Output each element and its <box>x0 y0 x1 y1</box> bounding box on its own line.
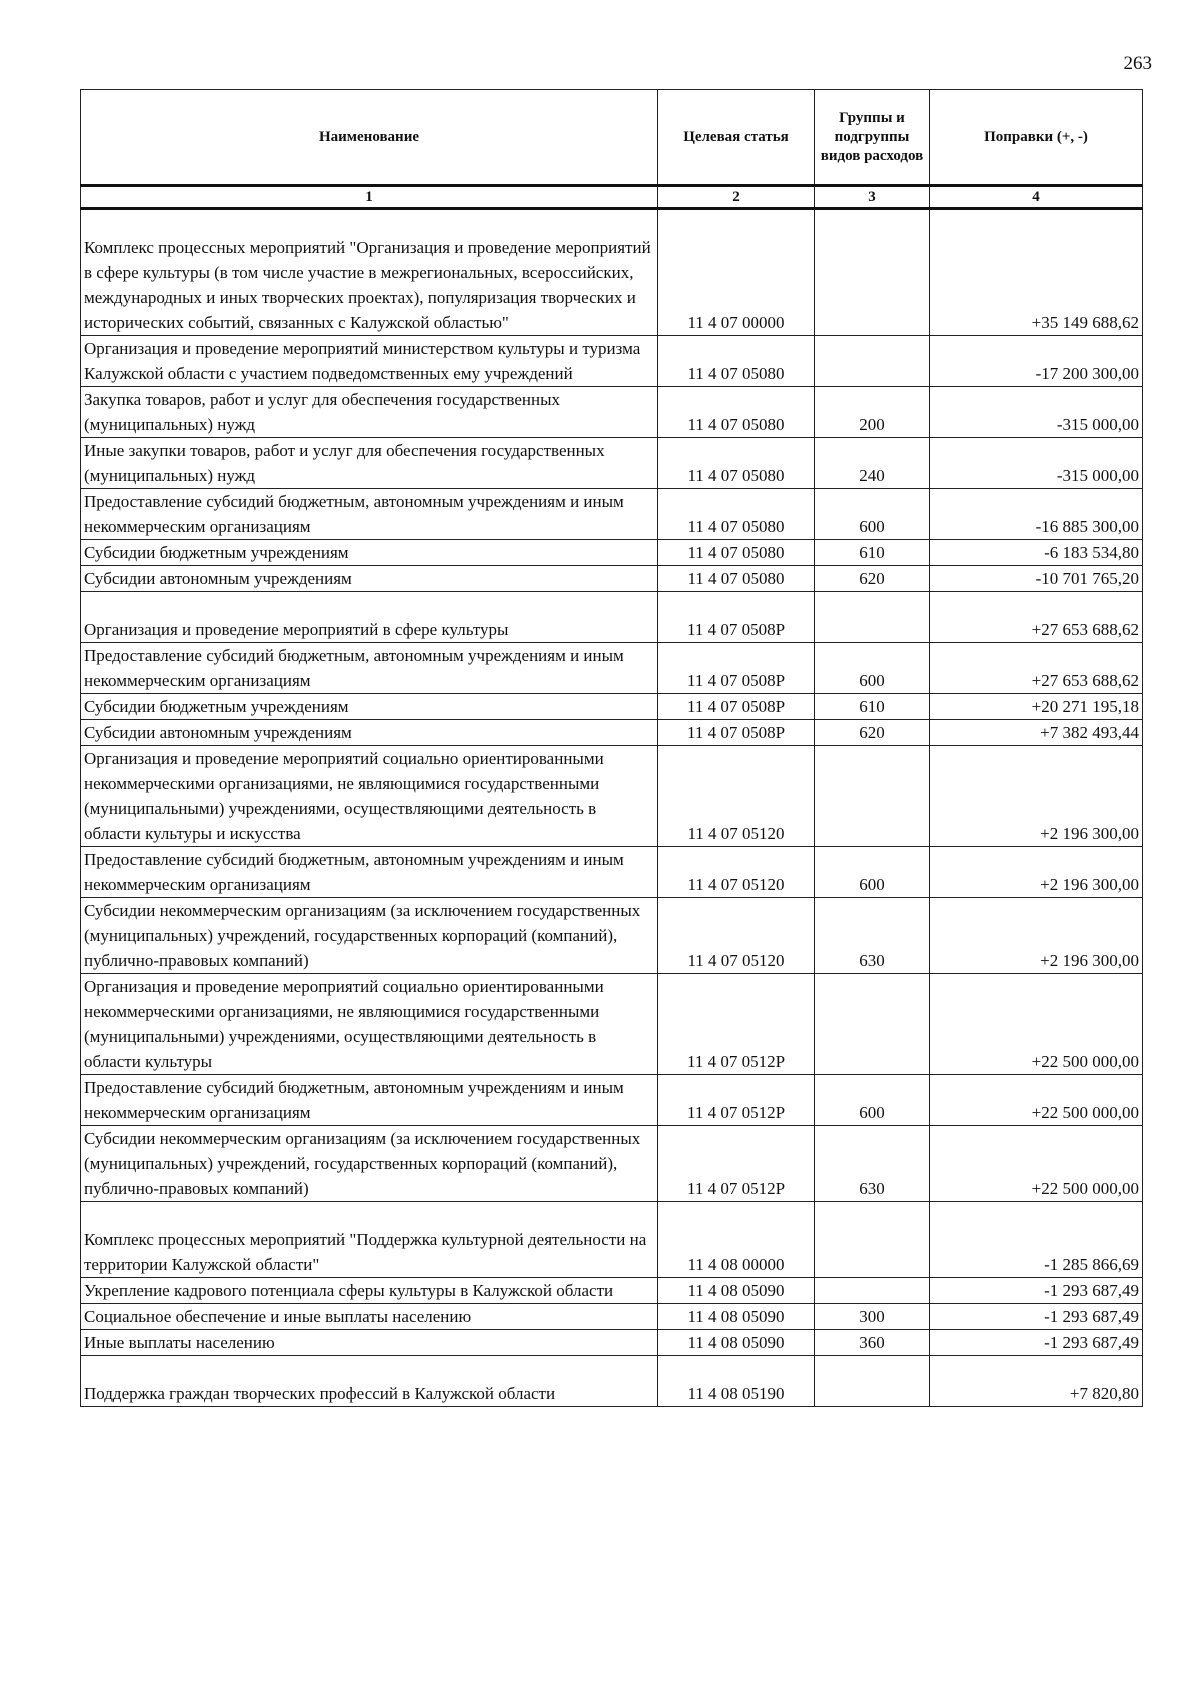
row-target-article: 11 4 07 05120 <box>658 898 815 974</box>
row-expense-group: 610 <box>815 694 930 720</box>
row-expense-group <box>815 209 930 336</box>
row-name: Закупка товаров, работ и услуг для обеспечения государственных (муниципальных) нужд <box>81 387 658 438</box>
row-expense-group <box>815 592 930 643</box>
row-name: Организация и проведение мероприятий министерством культуры и туризма Калужской области с участием подведомственных ему учреждений <box>81 336 658 387</box>
row-target-article: 11 4 07 0512Р <box>658 974 815 1075</box>
page-number: 263 <box>1123 53 1152 74</box>
row-name: Субсидии бюджетным учреждениям <box>81 694 658 720</box>
row-expense-group: 600 <box>815 847 930 898</box>
table-row <box>81 746 1143 847</box>
table-row <box>81 540 1143 566</box>
row-amendment: -315 000,00 <box>930 438 1143 489</box>
row-amendment: -1 285 866,69 <box>930 1202 1143 1278</box>
row-name: Предоставление субсидий бюджетным, автономным учреждениям и иным некоммерческим организациям <box>81 489 658 540</box>
row-name: Предоставление субсидий бюджетным, автономным учреждениям и иным некоммерческим организациям <box>81 1075 658 1126</box>
row-expense-group: 630 <box>815 898 930 974</box>
row-target-article: 11 4 07 05080 <box>658 540 815 566</box>
table-row <box>81 1304 1143 1330</box>
row-expense-group <box>815 1202 930 1278</box>
row-expense-group: 240 <box>815 438 930 489</box>
row-expense-group: 300 <box>815 1304 930 1330</box>
table-row <box>81 1126 1143 1202</box>
table-row <box>81 438 1143 489</box>
row-target-article: 11 4 07 0512Р <box>658 1126 815 1202</box>
column-number-row <box>81 186 1143 209</box>
column-number-1: 1 <box>81 186 658 209</box>
row-expense-group: 200 <box>815 387 930 438</box>
table-row <box>81 643 1143 694</box>
row-name: Социальное обеспечение и иные выплаты населению <box>81 1304 658 1330</box>
row-name: Субсидии некоммерческим организациям (за исключением государственных (муниципальных) учреждений, государственных корпораций (компаний), публично-правовых компаний) <box>81 898 658 974</box>
row-amendment: +27 653 688,62 <box>930 592 1143 643</box>
row-target-article: 11 4 07 05080 <box>658 336 815 387</box>
row-amendment: +2 196 300,00 <box>930 746 1143 847</box>
row-amendment: -16 885 300,00 <box>930 489 1143 540</box>
row-name: Предоставление субсидий бюджетным, автономным учреждениям и иным некоммерческим организациям <box>81 643 658 694</box>
row-expense-group: 610 <box>815 540 930 566</box>
row-amendment: -6 183 534,80 <box>930 540 1143 566</box>
row-name: Субсидии некоммерческим организациям (за исключением государственных (муниципальных) учреждений, государственных корпораций (компаний), публично-правовых компаний) <box>81 1126 658 1202</box>
row-target-article: 11 4 07 0512Р <box>658 1075 815 1126</box>
row-target-article: 11 4 07 0508Р <box>658 592 815 643</box>
row-expense-group: 630 <box>815 1126 930 1202</box>
row-name: Комплекс процессных мероприятий "Организация и проведение мероприятий в сфере культуры (в том числе участие в межрегиональных, всероссийских, международных и иных творческих проектах), популяризация творческих и исторических событий, связанных с Калужской областью" <box>81 209 658 336</box>
row-amendment: +20 271 195,18 <box>930 694 1143 720</box>
row-name: Организация и проведение мероприятий социально ориентированными некоммерческими организациями, не являющимися государственными (муниципальными) учреждениями, осуществляющими деятельность в области культуры <box>81 974 658 1075</box>
row-target-article: 11 4 07 05080 <box>658 387 815 438</box>
row-expense-group: 620 <box>815 720 930 746</box>
row-amendment: -1 293 687,49 <box>930 1304 1143 1330</box>
row-name: Иные закупки товаров, работ и услуг для обеспечения государственных (муниципальных) нужд <box>81 438 658 489</box>
row-amendment: +22 500 000,00 <box>930 1075 1143 1126</box>
row-target-article: 11 4 08 00000 <box>658 1202 815 1278</box>
table-row <box>81 1202 1143 1278</box>
row-name: Организация и проведение мероприятий в сфере культуры <box>81 592 658 643</box>
table-row <box>81 1075 1143 1126</box>
row-expense-group: 620 <box>815 566 930 592</box>
row-expense-group <box>815 746 930 847</box>
table-row <box>81 974 1143 1075</box>
row-amendment: +2 196 300,00 <box>930 847 1143 898</box>
table-row <box>81 336 1143 387</box>
table-row <box>81 387 1143 438</box>
row-target-article: 11 4 07 05120 <box>658 847 815 898</box>
row-name: Субсидии бюджетным учреждениям <box>81 540 658 566</box>
row-amendment: +27 653 688,62 <box>930 643 1143 694</box>
header-name: Наименование <box>81 90 658 186</box>
row-name: Субсидии автономным учреждениям <box>81 566 658 592</box>
row-amendment: +7 382 493,44 <box>930 720 1143 746</box>
row-amendment: -315 000,00 <box>930 387 1143 438</box>
table-row <box>81 720 1143 746</box>
row-target-article: 11 4 07 05120 <box>658 746 815 847</box>
row-target-article: 11 4 07 0508Р <box>658 694 815 720</box>
column-number-4: 4 <box>930 186 1143 209</box>
row-target-article: 11 4 08 05090 <box>658 1278 815 1304</box>
table-row <box>81 592 1143 643</box>
row-expense-group: 600 <box>815 489 930 540</box>
row-name: Поддержка граждан творческих профессий в Калужской области <box>81 1356 658 1407</box>
row-amendment: -17 200 300,00 <box>930 336 1143 387</box>
row-expense-group: 360 <box>815 1330 930 1356</box>
table-row <box>81 847 1143 898</box>
header-amendments: Поправки (+, -) <box>930 90 1143 186</box>
row-expense-group <box>815 1278 930 1304</box>
table-row <box>81 566 1143 592</box>
row-expense-group <box>815 974 930 1075</box>
row-target-article: 11 4 07 00000 <box>658 209 815 336</box>
row-target-article: 11 4 07 0508Р <box>658 643 815 694</box>
row-name: Организация и проведение мероприятий социально ориентированными некоммерческими организациями, не являющимися государственными (муниципальными) учреждениями, осуществляющими деятельность в области культуры и искусства <box>81 746 658 847</box>
row-amendment: -1 293 687,49 <box>930 1278 1143 1304</box>
row-name: Комплекс процессных мероприятий "Поддержка культурной деятельности на территории Калужской области" <box>81 1202 658 1278</box>
row-target-article: 11 4 08 05190 <box>658 1356 815 1407</box>
table-row <box>81 898 1143 974</box>
row-name: Субсидии автономным учреждениям <box>81 720 658 746</box>
row-amendment: +22 500 000,00 <box>930 1126 1143 1202</box>
row-amendment: -10 701 765,20 <box>930 566 1143 592</box>
row-target-article: 11 4 07 0508Р <box>658 720 815 746</box>
table-row <box>81 209 1143 336</box>
row-amendment: +22 500 000,00 <box>930 974 1143 1075</box>
row-amendment: -1 293 687,49 <box>930 1330 1143 1356</box>
table-row <box>81 489 1143 540</box>
row-name: Укрепление кадрового потенциала сферы культуры в Калужской области <box>81 1278 658 1304</box>
row-expense-group: 600 <box>815 643 930 694</box>
column-number-2: 2 <box>658 186 815 209</box>
table-row <box>81 1356 1143 1407</box>
budget-amendments-table <box>80 89 1143 1407</box>
table-row <box>81 1330 1143 1356</box>
row-target-article: 11 4 08 05090 <box>658 1304 815 1330</box>
row-amendment: +2 196 300,00 <box>930 898 1143 974</box>
row-amendment: +35 149 688,62 <box>930 209 1143 336</box>
row-target-article: 11 4 07 05080 <box>658 438 815 489</box>
row-target-article: 11 4 07 05080 <box>658 489 815 540</box>
table-header-row <box>81 90 1143 186</box>
row-expense-group: 600 <box>815 1075 930 1126</box>
row-target-article: 11 4 07 05080 <box>658 566 815 592</box>
header-expense-groups: Группы и подгруппы видов расходов <box>815 90 930 186</box>
table-row <box>81 694 1143 720</box>
row-amendment: +7 820,80 <box>930 1356 1143 1407</box>
header-target-article: Целевая статья <box>658 90 815 186</box>
row-expense-group <box>815 1356 930 1407</box>
row-name: Предоставление субсидий бюджетным, автономным учреждениям и иным некоммерческим организациям <box>81 847 658 898</box>
row-name: Иные выплаты населению <box>81 1330 658 1356</box>
table-row <box>81 1278 1143 1304</box>
row-expense-group <box>815 336 930 387</box>
row-target-article: 11 4 08 05090 <box>658 1330 815 1356</box>
column-number-3: 3 <box>815 186 930 209</box>
